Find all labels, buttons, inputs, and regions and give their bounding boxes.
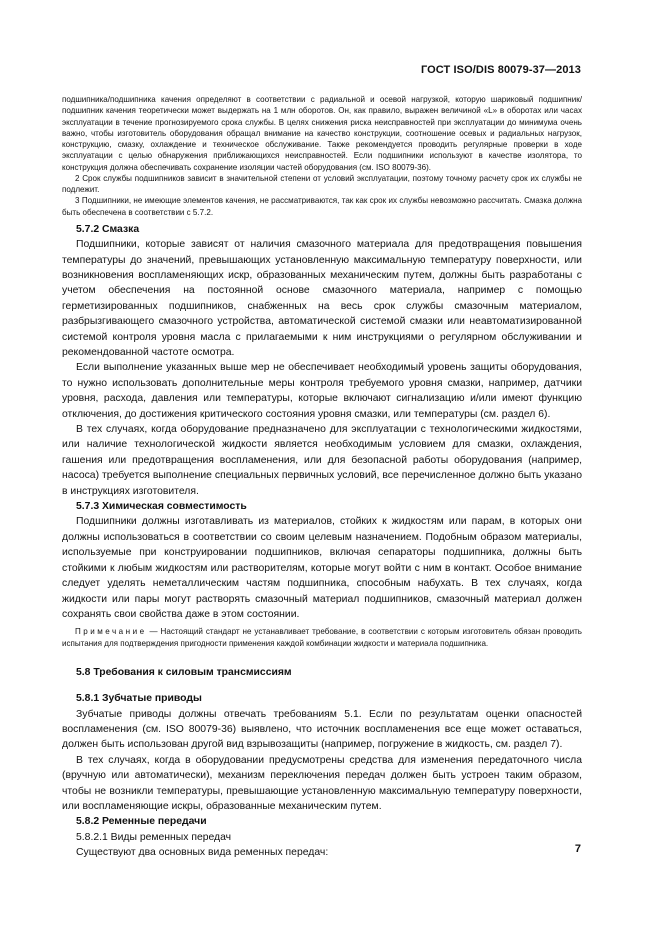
section-5-8-1-paragraph-1: Зубчатые приводы должны отвечать требованиям 5.1. Если по результатам оценки опасностей воспламенения (см. ISO 80079-36) выявлено, что источник воспламенения все еще может оставаться, должен быть использован другой вид взрывозащиты (например, погружение в жидкость, см. раздел 7). bbox=[62, 708, 582, 751]
section-5-8-1-paragraph-2: В тех случаях, когда в оборудовании предусмотрены средства для изменения передаточного числа (вручную или автоматически), механизм переключения передач должен быть устроен таким образом, чтобы не возникли температуры, превышающие установленную максимальную температуру поверхности, или воспламеняющие искры, образованные механическим путем. bbox=[62, 754, 582, 813]
section-5-8-2-1-heading: 5.8.2.1 Виды ременных передач bbox=[76, 831, 232, 843]
note-3: 3 Подшипники, не имеющие элементов качения, не рассматриваются, так как срок их службы невозможно рассчитать. Смазка должна быть обеспечена в соответствии с 5.7.2. bbox=[62, 196, 582, 217]
note-continuation: подшипника/подшипника качения определяют в соответствии с радиальной и осевой нагрузкой, которую шариковый подшипник/подшипник качения теоретически может выдержать на 1 млн оборотов. Он, как правило, выражен величиной «L» в оборотах или часах эксплуатации в течение прогнозируемого срока службы. В целях снижения риска неисправностей при эксплуатации до минимума очень важно, чтобы изготовитель оборудования обращал внимание на качество конструкции, соотношение осевых и радиальных нагрузок, конструкцию, смазку, охлаждение и техническое обслуживание. Также рекомендуется проводить регулярные проверки в ходе эксплуатации с целью обнаружения приближающихся неисправностей. Если подшипники используют в качестве изолятора, то конструкция должна обеспечивать сохранение изоляции частей оборудования (см. ISO 80079-36). bbox=[62, 95, 582, 172]
page-number: 7 bbox=[574, 843, 581, 855]
note-2: 2 Срок службы подшипников зависит в значительной степени от условий эксплуатации, поэтому точному расчету срок их службы не подлежит. bbox=[62, 173, 582, 194]
page-content bbox=[62, 94, 582, 861]
note-text: — Настоящий стандарт не устанавливает требование, в соответствии с которым изготовитель обязан проводить испытания для подтверждения пригодности применения каждой комбинации жидкости и материала подшипника. bbox=[62, 627, 582, 648]
section-5-7-3-paragraph-1: Подшипники должны изготавливать из материалов, стойких к жидкостям или парам, в которых они должны использоваться в соответствии со своим целевым назначением. Подобным образом материалы, используемые при конструировании подшипников, включая сепараторы подшипника, должны быть стойкими к любым жидкостям или растворителям, которые могут войти с ним в контакт. Особое внимание следует уделять неметаллическим частям подшипника, способным набухать. В тех случаях, когда жидкости или пары могут растворять смазочный материал подшипников, смазочный материал должен сохранять свои свойства даже в этом состоянии. bbox=[62, 516, 582, 620]
section-5-8-heading: 5.8 Требования к силовым трансмиссиям bbox=[76, 666, 292, 678]
section-5-7-3-heading: 5.7.3 Химическая совместимость bbox=[76, 501, 247, 513]
section-5-7-2-paragraph-1: Подшипники, которые зависят от наличия смазочного материала для предотвращения повышения температуры до значений, превышающих установленную максимальную температуру поверхности, или возникновения воспламеняющих искр, образованных механическим путем, должны быть разработаны с учетом обеспечения на постоянной основе смазочного материала, например с помощью герметизированных подшипников, снабженных на весь срок службы смазочным материалом, разбрызгивающего смазочного устройства, автоматической системой смазки или неавтоматизированной системой контроля уровня масла с прилагаемыми к ним инструкциями о регулярном обслуживании и рекомендованной частоте осмотра. bbox=[62, 239, 582, 358]
section-5-7-2-paragraph-2: Если выполнение указанных выше мер не обеспечивает необходимый уровень защиты оборудования, то нужно использовать дополнительные меры контроля требуемого уровня смазки, например, датчики уровня, расхода, давления или температуры, которые включают сигнализацию и/или имеют функцию отключения, до достижения критического состояния уровня смазки, или температуры (см. раздел 6). bbox=[62, 362, 582, 420]
section-5-8-1-heading: 5.8.1 Зубчатые приводы bbox=[76, 693, 202, 705]
section-5-7-2-heading: 5.7.2 Смазка bbox=[76, 223, 140, 235]
document-header: ГОСТ ISO/DIS 80079-37—2013 bbox=[420, 64, 581, 76]
section-5-8-2-1-paragraph-1: Существуют два основных вида ременных передач: bbox=[76, 847, 329, 859]
section-5-7-2-paragraph-3: В тех случаях, когда оборудование предназначено для эксплуатации с технологическими жидкостями, или наличие технологической жидкости является необходимым условием для смазки, охлаждения, гашения или предотвращения воспламенения, или для безопасной работы оборудования (например, насоса) требуется выполнение специальных первичных условий, все перечисленное должно быть указано в инструкциях изготовителя. bbox=[62, 424, 582, 497]
section-5-8-2-heading: 5.8.2 Ременные передачи bbox=[76, 816, 207, 828]
note-label: Примечание bbox=[75, 627, 147, 637]
note-paragraph bbox=[62, 626, 582, 649]
